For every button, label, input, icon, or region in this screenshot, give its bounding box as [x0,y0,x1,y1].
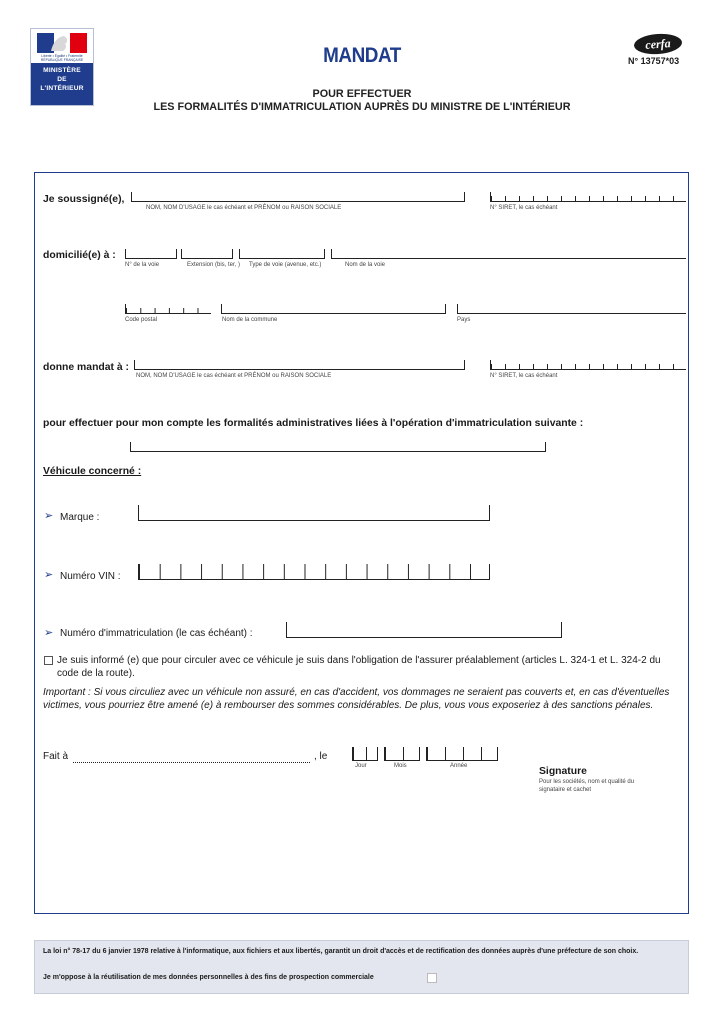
signature-caption: Pour les sociétés, nom et qualité du signataire et cachet [539,779,635,793]
assurance-text: Je suis informé (e) que pour circuler avec ce véhicule je suis dans l'obligation de l'assurer préalablement (articles L. 324-1 et L. 324-2 du code de la route). [57,655,661,679]
num-voie-caption: N° de la voie [125,262,160,268]
le-label: , le [314,751,328,762]
annee-field[interactable] [426,747,498,761]
pays-field[interactable] [457,304,686,314]
code-postal-caption: Code postal [125,317,158,323]
immat-label: Numéro d'immatriculation (le cas échéant) : [60,628,253,639]
jour-field[interactable] [352,747,378,761]
arrow-bullet-icon: ➢ [44,627,54,639]
nom-voie-field[interactable] [331,249,686,259]
logo-motto: Liberté • Égalité • Fraternité RÉPUBLIQUE FRANÇAISE [40,54,84,62]
cerfa-number: N° 13757*03 [628,56,680,66]
mandat-name-caption: NOM, NOM D'USAGE le cas échéant et PRÉNOM ou RAISON SOCIALE [136,373,332,379]
subtitle-line-1: POUR EFFECTUER [312,88,412,100]
fait-lieu-field[interactable] [73,752,310,763]
vehicule-label: Véhicule concerné : [43,466,142,477]
soussigne-name-field[interactable] [131,192,465,202]
subtitle-line-2: LES FORMALITÉS D'IMMATRICULATION AUPRÈS DU MINISTRE DE L'INTÉRIEUR [153,101,571,113]
arrow-bullet-icon: ➢ [44,569,54,581]
mandat-siret-caption: N° SIRET, le cas échéant [490,373,558,379]
mandat-siret-field[interactable] [490,360,686,370]
commune-caption: Nom de la commune [222,317,278,323]
ministry-line-2: DE [57,76,67,83]
annee-caption: Année [450,763,468,769]
ministry-line-1: MINISTÈRE [43,67,81,74]
code-postal-field[interactable] [125,304,211,314]
loi-text: La loi n° 78-17 du 6 janvier 1978 relative à l'informatique, aux fichiers et aux libertés, garantit un droit d'accès et de rectification des données auprès d'une préfecture de son choix. [43,948,639,955]
marque-label: Marque : [60,512,100,523]
pays-caption: Pays [457,317,471,323]
vin-label: Numéro VIN : [60,571,121,582]
arrow-bullet-icon: ➢ [44,510,54,522]
signature-area[interactable] [536,798,684,906]
soussigne-name-caption: NOM, NOM D'USAGE le cas échéant et PRÉNOM ou RAISON SOCIALE [146,205,342,211]
nom-voie-caption: Nom de la voie [345,262,386,268]
extension-caption: Extension (bis, ter, ) [187,262,241,268]
soussigne-siret-caption: N° SIRET, le cas échéant [490,205,558,211]
pour-effectuer-text: pour effectuer pour mon compte les formalités administratives liées à l'opération d'immatriculation suivante : [43,418,584,429]
fait-label: Fait à [43,751,69,762]
mandat-name-field[interactable] [134,360,465,370]
extension-field[interactable] [181,249,233,259]
soussigne-label: Je soussigné(e), [43,194,125,205]
marque-field[interactable] [138,505,490,521]
mois-field[interactable] [384,747,420,761]
commune-field[interactable] [221,304,446,314]
assurance-checkbox[interactable] [44,656,53,665]
jour-caption: Jour [355,763,367,769]
cerfa-logo: cerfa [633,32,682,55]
page-subtitle [0,88,724,114]
type-voie-caption: Type de voie (avenue, etc.) [249,262,322,268]
domicilie-label: domicilié(e) à : [43,250,116,261]
signature-label: Signature [539,766,587,777]
cnil-footer [34,940,689,994]
soussigne-siret-field[interactable] [490,192,686,202]
mandat-label: donne mandat à : [43,362,130,373]
page-title: MANDAT [323,44,401,67]
operation-field[interactable] [130,442,546,452]
mois-caption: Mois [394,763,407,769]
num-voie-field[interactable] [125,249,177,259]
important-text: Important : Si vous circuliez avec un véhicule non assuré, en cas d'accident, vos dommages ne seraient pas couverts et, en cas d'éventuelles victimes, vous pourriez être amené (e) à rembourser des sommes considérables. De plus, vous vous exposeriez à des sanctions pénales. [43,687,670,711]
vin-field[interactable] [138,564,490,580]
ministry-line-3: L'INTÉRIEUR [40,85,84,92]
immat-field[interactable] [286,622,562,638]
oppose-text: Je m'oppose à la réutilisation de mes données personnelles à des fins de prospection commerciale [43,974,374,981]
oppose-checkbox[interactable] [427,973,437,983]
type-voie-field[interactable] [239,249,325,259]
